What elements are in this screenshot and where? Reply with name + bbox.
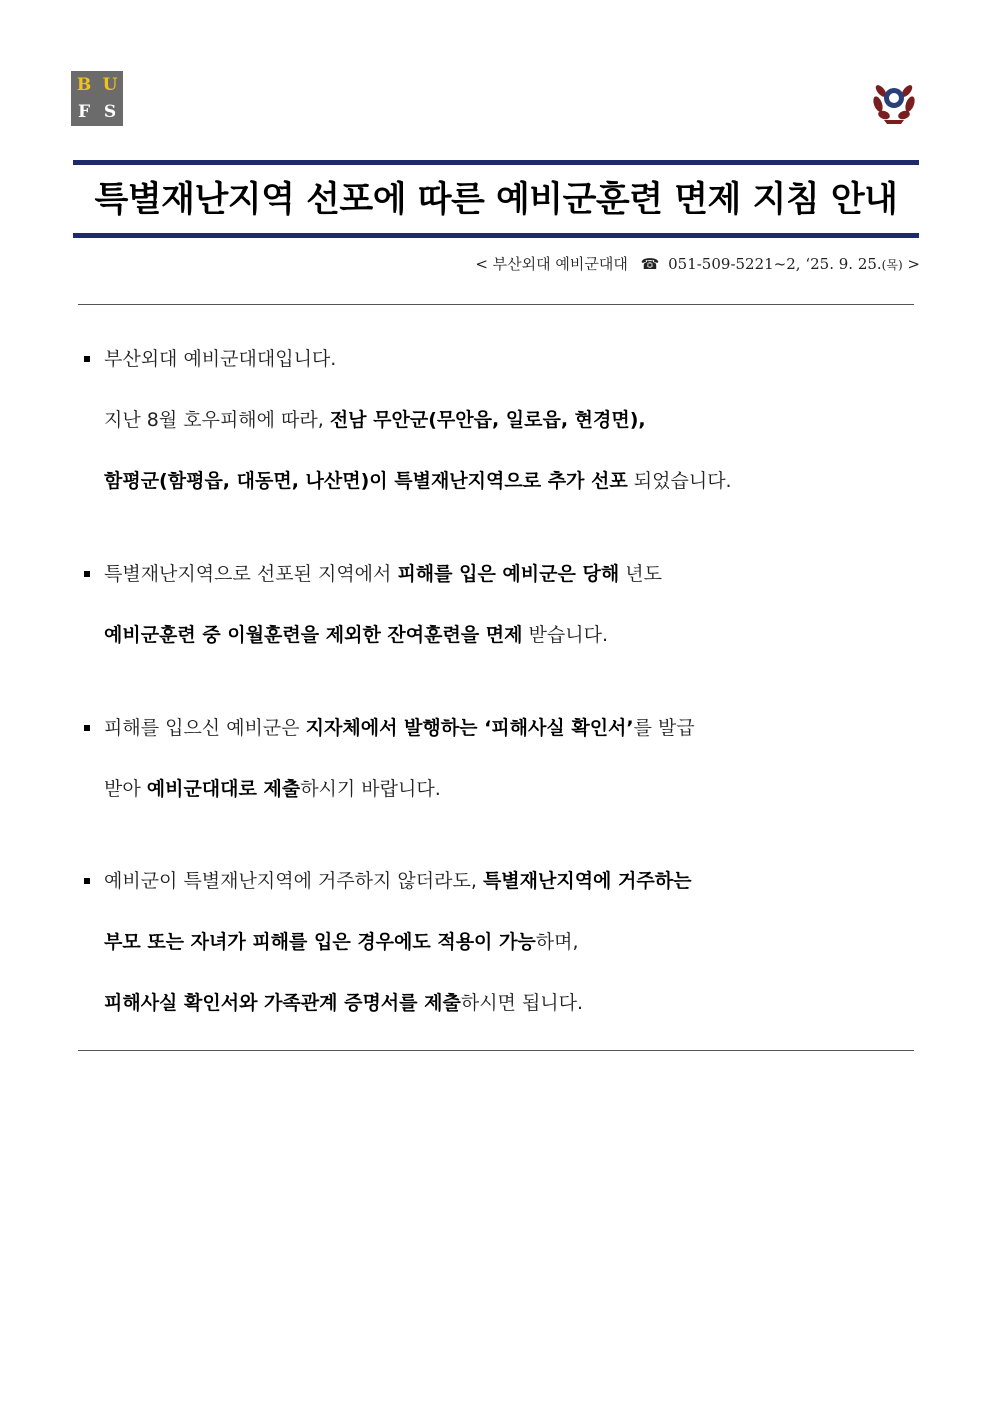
text-run: 하며,: [535, 931, 579, 953]
text-run: 하시기 바랍니다.: [300, 778, 441, 800]
bufs-logo: [71, 71, 123, 126]
bold-text-run: 예비군대대로 제출: [146, 778, 301, 800]
title-top-rule: [73, 160, 919, 165]
contact-date: ‘25. 9. 25.: [805, 255, 882, 273]
text-run: 부산외대 예비군대대입니다.: [104, 348, 337, 370]
logo-letter-u: U: [102, 74, 118, 95]
text-run: 되었습니다.: [627, 470, 732, 492]
telephone-icon: ☎: [640, 255, 660, 273]
section-line: [104, 620, 608, 647]
content-bottom-divider: [78, 1050, 914, 1051]
bullet: [84, 571, 90, 577]
contact-phone: 051-509-5221~2,: [668, 255, 801, 273]
section-line: [104, 927, 579, 954]
bold-text-run: 특별재난지역에 거주하는: [482, 870, 692, 892]
bullet: [84, 878, 90, 884]
logo-letter-b: B: [76, 74, 92, 95]
contact-weekday: (목): [881, 258, 903, 272]
bold-text-run: 예비군훈련 중 이월훈련을 제외한 잔여훈련을 면제: [104, 624, 523, 646]
contact-unit: 부산외대 예비군대대: [492, 255, 628, 273]
contact-close: >: [907, 255, 920, 273]
logo-letter-f: F: [77, 102, 91, 123]
bold-text-run: 지자체에서 발행하는 ‘피해사실 확인서’: [305, 717, 634, 739]
bold-text-run: 함평군(함평읍, 대동면, 나산면)이 특별재난지역으로 추가 선포: [104, 470, 628, 492]
section-line: [104, 559, 662, 586]
text-run: 특별재난지역으로 선포된 지역에서: [104, 563, 398, 585]
logo-letter-s: S: [103, 102, 117, 123]
section-line: [104, 774, 441, 801]
section-line: [104, 713, 695, 740]
bold-text-run: 전남 무안군(무안읍, 일로읍, 현경면),: [329, 409, 646, 431]
page-title: 특별재난지역 선포에 따른 예비군훈련 면제 지침 안내: [94, 180, 898, 220]
text-run: 받습니다.: [522, 624, 609, 646]
text-run: 피해를 입으신 예비군은: [104, 717, 306, 739]
content-top-divider: [78, 304, 914, 305]
text-run: 년도: [619, 563, 662, 585]
bold-text-run: 피해를 입은 예비군은 당해: [397, 563, 620, 585]
section-line: [104, 466, 732, 493]
bullet: [84, 356, 90, 362]
contact-open: <: [475, 255, 488, 273]
reserve-forces-emblem: [868, 74, 920, 126]
title-bottom-rule: [73, 233, 919, 238]
section-line: [104, 344, 336, 371]
bullet: [84, 725, 90, 731]
section-line: [104, 866, 691, 893]
text-run: 예비군이 특별재난지역에 거주하지 않더라도,: [104, 870, 483, 892]
text-run: 받아: [104, 778, 147, 800]
text-run: 지난 8월 호우피해에 따라,: [104, 409, 330, 431]
contact-line: [475, 253, 920, 274]
bold-text-run: 피해사실 확인서와 가족관계 증명서를 제출: [104, 992, 461, 1014]
section-line: [104, 988, 583, 1015]
bold-text-run: 부모 또는 자녀가 피해를 입은 경우에도 적용이 가능: [104, 931, 536, 953]
text-run: 를 발급: [633, 717, 695, 739]
section-line: [104, 405, 646, 432]
text-run: 하시면 됩니다.: [460, 992, 584, 1014]
